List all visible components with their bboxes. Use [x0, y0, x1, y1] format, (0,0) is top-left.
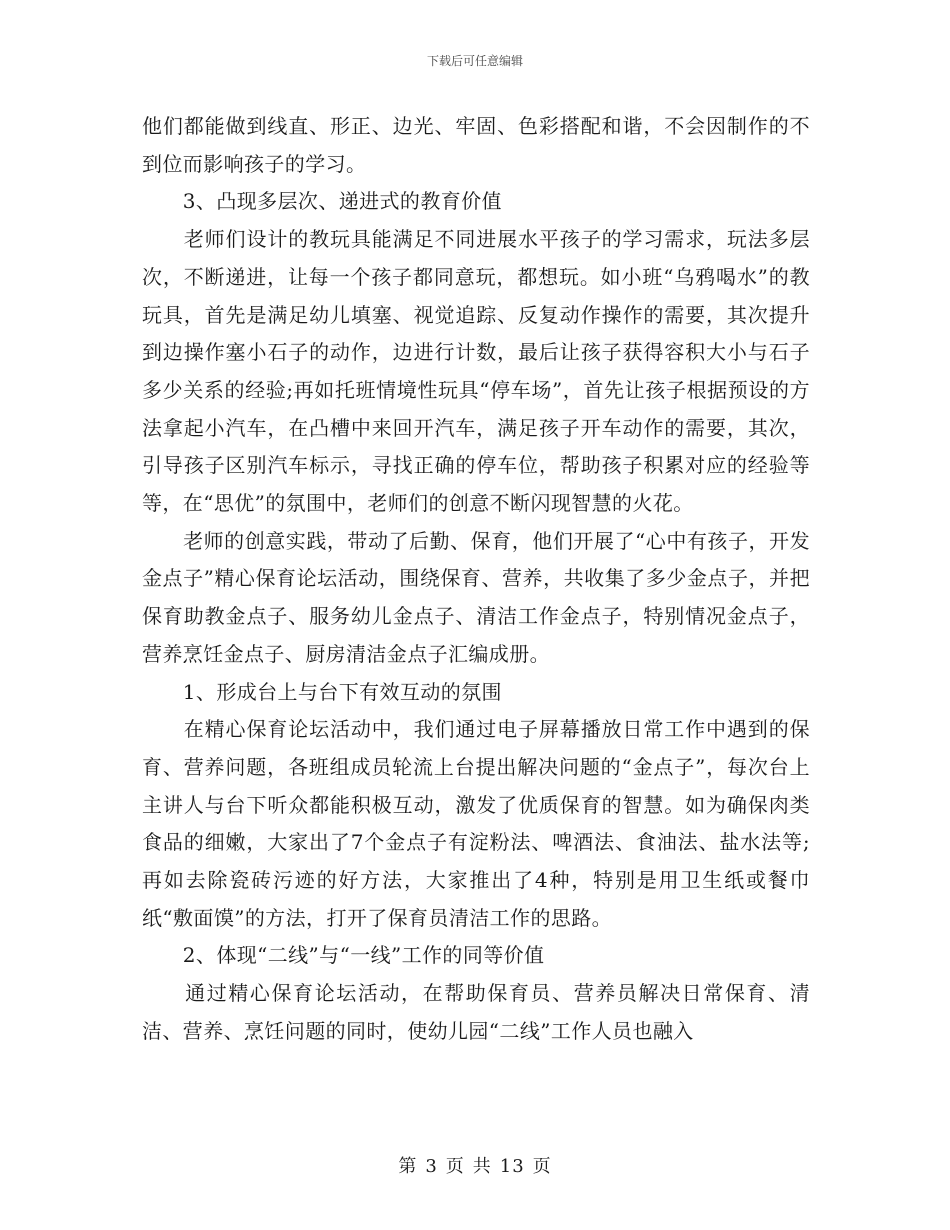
- footer-word: 页: [445, 1156, 465, 1177]
- page-footer: [0, 1152, 950, 1178]
- section-heading: 3、凸现多层次、递进式的教育价值: [142, 189, 502, 214]
- paragraph: 他们都能做到线直、形正、边光、牢固、色彩搭配和谐，不会因制作的不到位而影响孩子的学习。: [142, 114, 810, 176]
- footer-word: 共: [472, 1156, 492, 1177]
- paragraph: 通过精心保育论坛活动，在帮助保育员、营养员解决日常保育、清洁、营养、烹饪问题的同时，使幼儿园“二线”工作人员也融入: [142, 981, 810, 1043]
- paragraph: 老师们设计的教玩具能满足不同进展水平孩子的学习需求，玩法多层次，不断递进，让每一个孩子都同意玩，都想玩。如小班“乌鸦喝水”的教玩具，首先是满足幼儿填塞、视觉追踪、反复动作操作的需要，其次提升到边操作塞小石子的动作，边进行计数，最后让孩子获得容积大小与石子多少关系的经验;再如托班情境性玩具“停车场”，首先让孩子根据预设的方法拿起小汽车，在凸槽中来回开汽车，满足孩子开车动作的需要，其次，引导孩子区别汽车标示，寻找正确的停车位，帮助孩子积累对应的经验等等，在“思优”的氛围中，老师们的创意不断闪现智慧的火花。: [142, 227, 810, 516]
- document-body: [142, 108, 810, 1051]
- header-note: 下载后可任意编辑: [426, 54, 523, 68]
- section-heading: 2、体现“二线”与“一线”工作的同等价值: [142, 943, 545, 968]
- footer-word: 页: [532, 1156, 552, 1177]
- footer-word: 第: [398, 1156, 418, 1177]
- current-page-number: 3: [425, 1156, 438, 1177]
- paragraph: 老师的创意实践，带动了后勤、保育，他们开展了“心中有孩子，开发金点子”精心保育论坛活动，围绕保育、营养，共收集了多少金点子，并把保育助教金点子、服务幼儿金点子、清洁工作金点子，特别情况金点子，营养烹饪金点子、厨房清洁金点子汇编成册。: [142, 528, 810, 666]
- total-pages-number: 13: [499, 1156, 525, 1177]
- paragraph: 在精心保育论坛活动中，我们通过电子屏幕播放日常工作中遇到的保育、营养问题，各班组成员轮流上台提出解决问题的“金点子”，每次台上主讲人与台下听众都能积极互动，激发了优质保育的智慧。如为确保肉类食品的细嫩，大家出了7个金点子有淀粉法、啤酒法、食油法、盐水法等;再如去除瓷砖污迹的好方法，大家推出了4种，特别是用卫生纸或餐巾纸“敷面馍”的方法，打开了保育员清洁工作的思路。: [142, 717, 810, 930]
- section-heading: 1、形成台上与台下有效互动的氛围: [142, 679, 502, 704]
